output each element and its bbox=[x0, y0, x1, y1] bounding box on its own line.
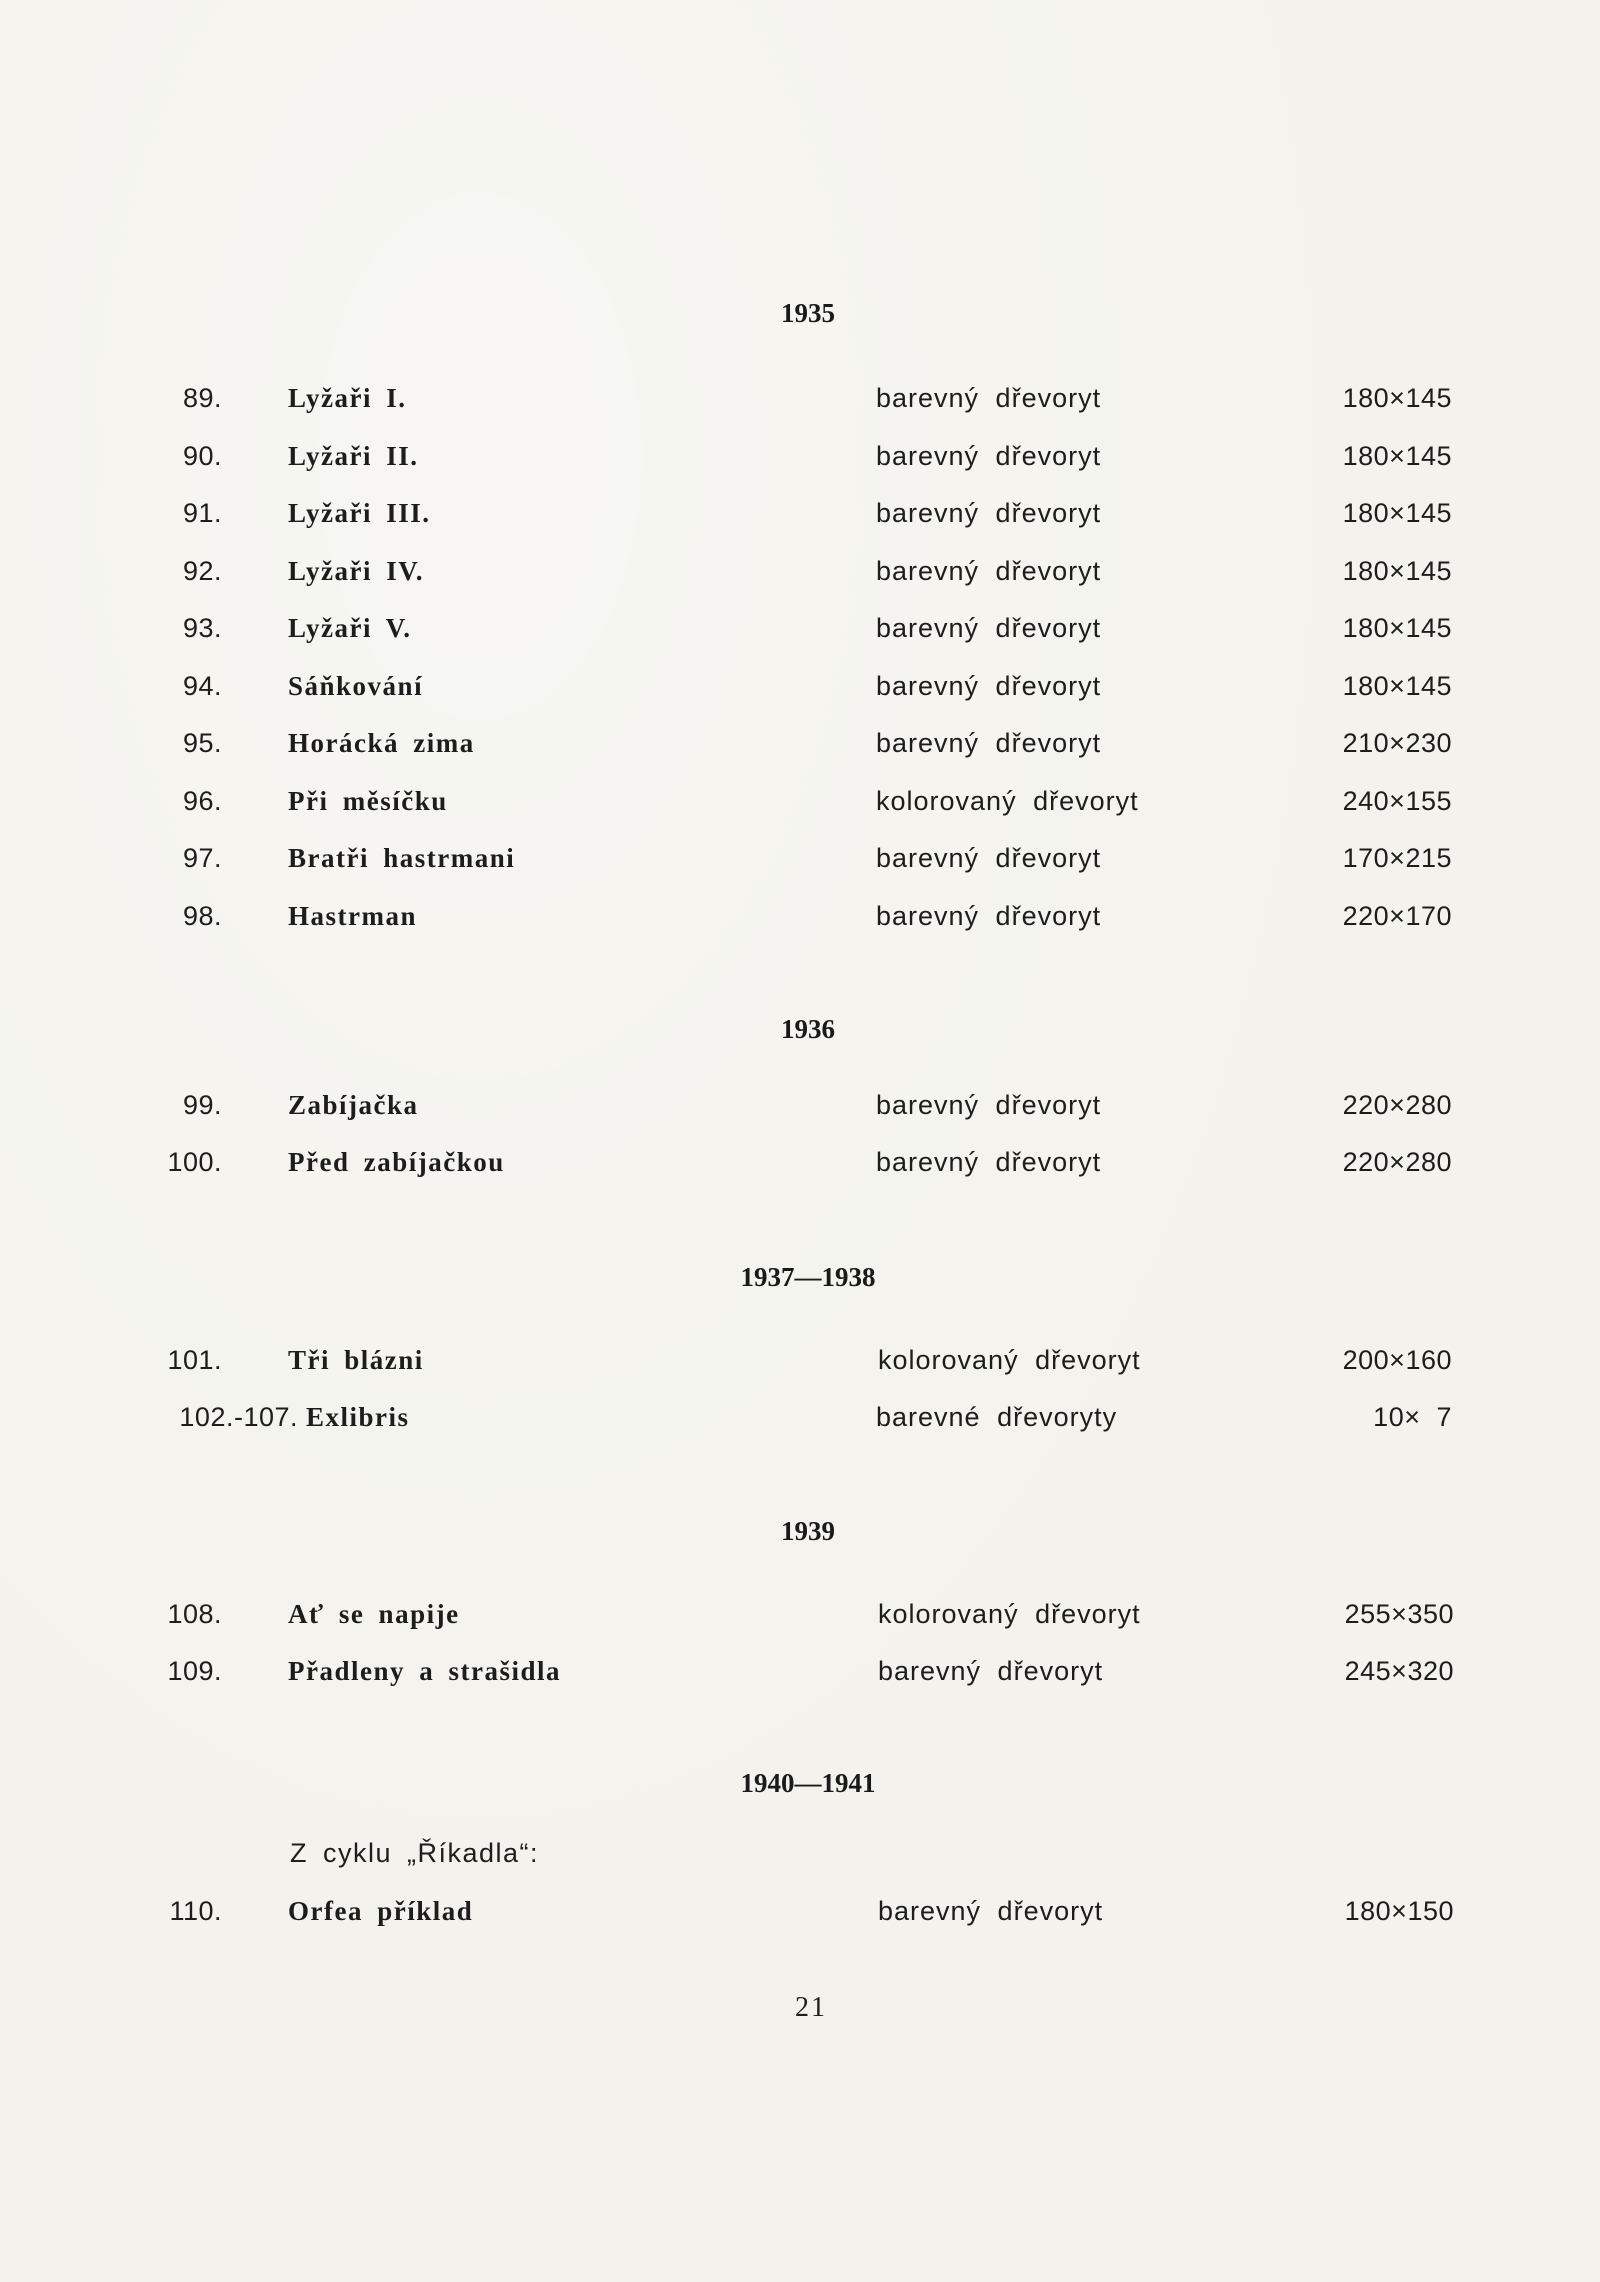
item-technique: barevný dřevoryt bbox=[876, 498, 1102, 528]
item-technique: barevný dřevoryt bbox=[876, 440, 1102, 471]
item-title: Lyžaři V. bbox=[288, 613, 412, 643]
item-number: 102.-107. bbox=[179, 1402, 298, 1432]
item-dimensions: 180×145 bbox=[1342, 613, 1452, 643]
item-technique: barevné dřevoryty bbox=[876, 1402, 1118, 1432]
section-year: 1936 bbox=[781, 1014, 835, 1044]
item-number: 92. bbox=[182, 555, 222, 586]
item-technique: barevný dřevoryt bbox=[876, 670, 1102, 701]
section-year: 1939 bbox=[781, 1516, 835, 1546]
item-technique: barevný dřevoryt bbox=[876, 613, 1102, 643]
item-title: Lyžaři I. bbox=[288, 383, 407, 413]
item-dimensions: 10× 7 bbox=[1373, 1402, 1452, 1432]
list-item bbox=[0, 666, 1600, 706]
section-year: 1935 bbox=[781, 298, 835, 328]
item-technique: kolorovaný dřevoryt bbox=[878, 1599, 1141, 1629]
item-dimensions: 245×320 bbox=[1344, 1656, 1454, 1686]
list-item bbox=[0, 781, 1600, 821]
item-title: Lyžaři II. bbox=[288, 440, 419, 471]
item-number: 108. bbox=[167, 1599, 222, 1629]
list-item bbox=[0, 1085, 1600, 1125]
section-year: 1940—1941 bbox=[740, 1768, 876, 1798]
item-title: Lyžaři III. bbox=[288, 498, 431, 528]
item-dimensions: 220×280 bbox=[1342, 1147, 1452, 1177]
item-number: 95. bbox=[182, 728, 222, 758]
list-item bbox=[0, 1142, 1600, 1182]
item-technique: barevný dřevoryt bbox=[878, 1656, 1104, 1686]
item-title: Lyžaři IV. bbox=[288, 555, 425, 586]
item-dimensions: 180×145 bbox=[1342, 440, 1452, 471]
list-item bbox=[0, 1594, 1600, 1634]
list-item bbox=[0, 896, 1600, 936]
item-dimensions: 170×215 bbox=[1342, 843, 1452, 873]
item-dimensions: 240×155 bbox=[1342, 785, 1452, 816]
item-number: 101. bbox=[167, 1345, 222, 1375]
item-technique: barevný dřevoryt bbox=[876, 900, 1102, 931]
item-technique: barevný dřevoryt bbox=[878, 1896, 1104, 1926]
item-number: 99. bbox=[182, 1090, 222, 1120]
item-title: Zabíjačka bbox=[288, 1090, 419, 1120]
list-item bbox=[0, 723, 1600, 763]
item-number: 90. bbox=[182, 440, 222, 471]
item-technique: kolorovaný dřevoryt bbox=[878, 1345, 1141, 1375]
item-title: Tři blázni bbox=[288, 1345, 424, 1375]
item-dimensions: 180×145 bbox=[1342, 383, 1452, 413]
list-item bbox=[0, 838, 1600, 878]
item-dimensions: 220×170 bbox=[1342, 900, 1452, 931]
item-title: Bratři hastrmani bbox=[288, 843, 516, 873]
list-item bbox=[0, 1891, 1600, 1931]
item-dimensions: 210×230 bbox=[1342, 728, 1452, 758]
item-dimensions: 180×145 bbox=[1342, 498, 1452, 528]
item-dimensions: 200×160 bbox=[1342, 1345, 1452, 1375]
item-dimensions: 180×145 bbox=[1342, 555, 1452, 586]
item-number: 93. bbox=[182, 613, 222, 643]
list-item bbox=[0, 608, 1600, 648]
item-number: 110. bbox=[169, 1896, 222, 1926]
item-title: Exlibris bbox=[306, 1402, 410, 1432]
list-item bbox=[0, 378, 1600, 418]
item-dimensions: 180×145 bbox=[1342, 670, 1452, 701]
list-item bbox=[0, 1340, 1600, 1380]
item-title: Při měsíčku bbox=[288, 785, 448, 816]
item-number: 89. bbox=[182, 383, 222, 413]
list-item bbox=[0, 1651, 1600, 1691]
item-title: Orfea příklad bbox=[288, 1896, 474, 1926]
item-number: 96. bbox=[182, 785, 222, 816]
page-number: 21 bbox=[795, 1992, 827, 2023]
item-title: Přadleny a strašidla bbox=[288, 1656, 562, 1686]
item-number: 91. bbox=[182, 498, 222, 528]
list-item bbox=[0, 551, 1600, 591]
item-title: Před zabíjačkou bbox=[288, 1147, 505, 1177]
item-technique: barevný dřevoryt bbox=[876, 1147, 1102, 1177]
item-title: Horácká zima bbox=[288, 728, 475, 758]
item-title: Hastrman bbox=[288, 900, 417, 931]
item-title: Ať se napije bbox=[288, 1599, 460, 1629]
item-dimensions: 180×150 bbox=[1344, 1896, 1454, 1926]
item-dimensions: 220×280 bbox=[1342, 1090, 1452, 1120]
item-number: 97. bbox=[182, 843, 222, 873]
item-technique: barevný dřevoryt bbox=[876, 1090, 1102, 1120]
list-item bbox=[0, 1397, 1600, 1437]
cycle-subtitle: Z cyklu „Říkadla“: bbox=[290, 1838, 540, 1868]
item-dimensions: 255×350 bbox=[1344, 1599, 1454, 1629]
item-number: 94. bbox=[182, 670, 222, 701]
item-number: 109. bbox=[167, 1656, 222, 1686]
item-technique: barevný dřevoryt bbox=[876, 383, 1102, 413]
list-item bbox=[0, 436, 1600, 476]
item-technique: barevný dřevoryt bbox=[876, 728, 1102, 758]
section-year: 1937—1938 bbox=[740, 1262, 876, 1292]
item-title: Sáňkování bbox=[288, 670, 424, 701]
item-technique: barevný dřevoryt bbox=[876, 555, 1102, 586]
item-number: 98. bbox=[182, 900, 222, 931]
item-technique: barevný dřevoryt bbox=[876, 843, 1102, 873]
list-item bbox=[0, 493, 1600, 533]
item-number: 100. bbox=[167, 1147, 222, 1177]
item-technique: kolorovaný dřevoryt bbox=[876, 785, 1139, 816]
